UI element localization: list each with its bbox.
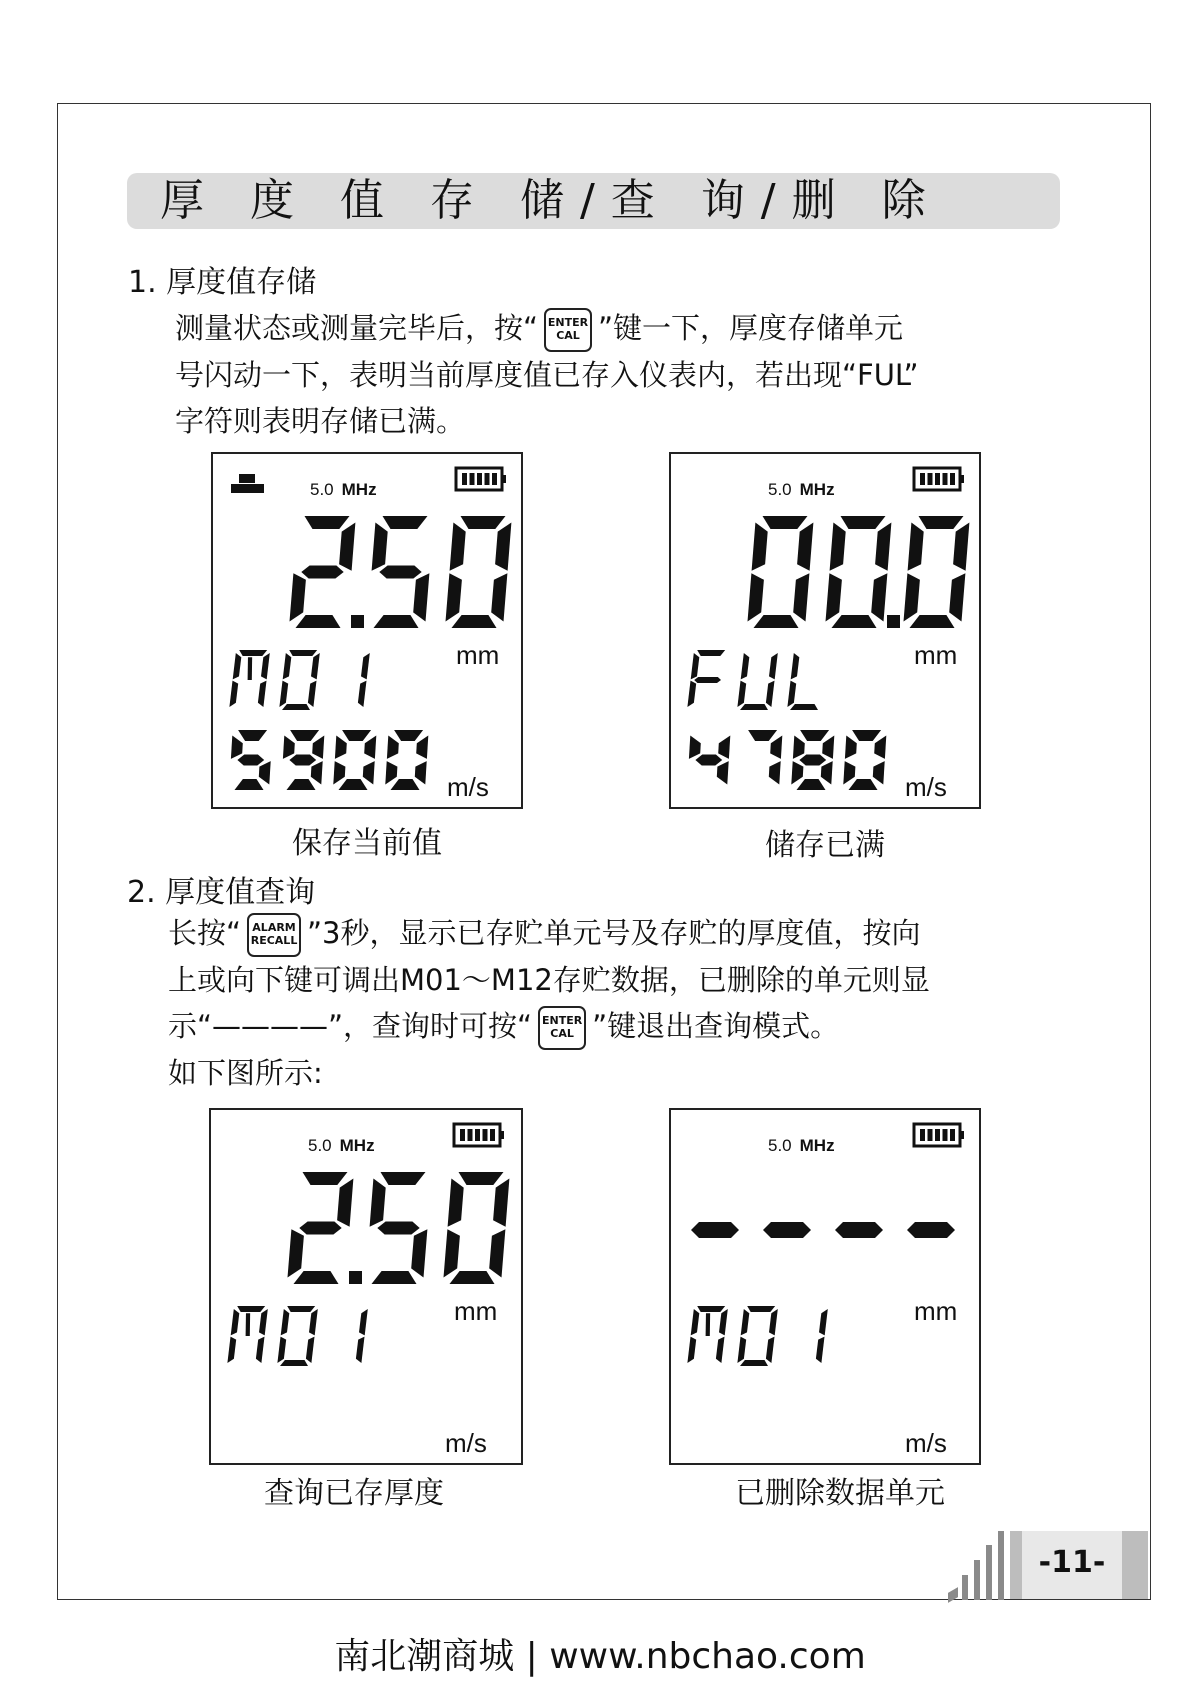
lcd-velocity bbox=[689, 730, 886, 790]
lcd-segment bbox=[296, 615, 341, 628]
lcd-segment bbox=[259, 1309, 268, 1335]
lcd-segment bbox=[359, 1309, 368, 1335]
lcd-main-reading bbox=[290, 516, 512, 628]
lcd-segment bbox=[372, 523, 388, 571]
lcd-segment bbox=[830, 523, 846, 571]
lcd-main-reading bbox=[691, 1222, 955, 1238]
lcd-segment bbox=[450, 523, 466, 571]
page-title: 厚 度 值 存 储/查 询/删 除 bbox=[160, 175, 942, 226]
lcd-segment bbox=[769, 653, 778, 679]
lcd-segment bbox=[381, 1172, 426, 1185]
s2-line4: 如下图所示: bbox=[168, 1056, 323, 1090]
unit-ms: m/s bbox=[447, 772, 489, 802]
s1-line1-a: 测量状态或测量完毕后，按“ bbox=[175, 311, 539, 345]
lcd-segment bbox=[691, 653, 700, 679]
lcd-segment bbox=[873, 761, 885, 784]
lcd-decimal-point bbox=[887, 615, 900, 628]
enter-cal-key-icon: ENTER CAL bbox=[538, 1006, 586, 1050]
lcd-segment bbox=[290, 573, 306, 621]
lcd-segment bbox=[821, 761, 833, 784]
lcd-segment bbox=[372, 1271, 417, 1284]
lcd-segment bbox=[444, 1229, 460, 1277]
lcd-segment bbox=[231, 1309, 240, 1335]
lcd-segment bbox=[411, 1229, 427, 1277]
lcd-segment bbox=[787, 681, 796, 707]
lcd-segment bbox=[450, 1271, 495, 1284]
lcd-segment bbox=[791, 761, 803, 784]
lcd-segment bbox=[289, 755, 316, 766]
lcd-segment bbox=[337, 1179, 353, 1227]
lcd-segment bbox=[311, 761, 323, 784]
lcd-cell-label bbox=[687, 1306, 827, 1366]
lcd-segment bbox=[691, 1309, 700, 1335]
lcd-segment bbox=[283, 653, 292, 679]
lcd-segment bbox=[819, 1309, 828, 1335]
unit-ms: m/s bbox=[905, 1428, 947, 1458]
lcd-segment bbox=[294, 1271, 339, 1284]
lcd-segment bbox=[383, 516, 428, 529]
lcd-segment bbox=[379, 566, 421, 579]
lcd-segment bbox=[311, 653, 320, 679]
s2-line3-a: 示“————”，查询时可按“ bbox=[168, 1009, 533, 1043]
lcd-segment bbox=[793, 573, 809, 621]
lcd-segment bbox=[740, 1360, 768, 1366]
lcd-segment bbox=[387, 736, 399, 759]
lcd-segment bbox=[719, 1309, 728, 1335]
s1-line2: 号闪动一下，表明当前厚度值已存入仪表内，若出现“FUL” bbox=[175, 358, 919, 392]
frequency-readout: 5.0 MHz bbox=[768, 1136, 835, 1155]
lcd-decimal-point bbox=[349, 1271, 362, 1284]
lcd-segment bbox=[281, 1309, 290, 1335]
lcd-segment bbox=[826, 573, 842, 621]
section-1-heading: 1. 厚度值存储 bbox=[128, 265, 317, 300]
lcd-segment bbox=[841, 516, 886, 529]
s1-line1-b: ”键一下，厚度存储单元 bbox=[598, 311, 904, 345]
unit-mm: mm bbox=[914, 1296, 958, 1326]
lcd-segment bbox=[919, 516, 964, 529]
lcd-segment bbox=[769, 1309, 778, 1335]
lcd-segment bbox=[394, 730, 423, 741]
lcd-segment bbox=[687, 681, 696, 707]
lcd-segment bbox=[791, 653, 800, 679]
section-2-text bbox=[168, 910, 1088, 1096]
footer-watermark: 南北潮商城 | www.nbchao.com bbox=[334, 1636, 866, 1677]
section-2-heading: 2. 厚度值查询 bbox=[127, 875, 316, 910]
caption-full: 储存已满 bbox=[765, 828, 885, 863]
lcd-segment bbox=[871, 573, 887, 621]
lcd-segment bbox=[277, 1337, 286, 1363]
lcd-dash-segment bbox=[907, 1222, 955, 1238]
lcd-segment bbox=[904, 573, 920, 621]
lcd-display-save bbox=[211, 452, 523, 809]
alarm-recall-key-icon: ALARM RECALL bbox=[247, 913, 301, 957]
battery-icon bbox=[914, 468, 964, 490]
lcd-segment bbox=[491, 573, 507, 621]
lcd-segment bbox=[374, 615, 419, 628]
lcd-segment bbox=[303, 1172, 348, 1185]
unit-ms: m/s bbox=[905, 772, 947, 802]
unit-mm: mm bbox=[454, 1296, 498, 1326]
lcd-segment bbox=[370, 1179, 386, 1227]
lcd-segment bbox=[358, 681, 367, 707]
s2-line2: 上或向下键可调出M01～M12存贮数据，已删除的单元则显 bbox=[168, 963, 930, 997]
lcd-segment bbox=[377, 1222, 419, 1235]
lcd-segment bbox=[416, 736, 428, 759]
lcd-segment bbox=[747, 1306, 775, 1312]
lcd-segment bbox=[717, 761, 729, 784]
lcd-segment bbox=[233, 653, 242, 679]
lcd-segment bbox=[301, 566, 343, 579]
lcd-segment bbox=[309, 1309, 318, 1335]
lcd-segment bbox=[356, 1337, 365, 1363]
lcd-segment bbox=[689, 736, 701, 759]
lcd-segment bbox=[248, 657, 253, 680]
lcd-segment bbox=[737, 1337, 746, 1363]
lcd-segment bbox=[237, 1306, 265, 1312]
lcd-cell-label bbox=[229, 650, 369, 710]
section-1-text bbox=[175, 305, 1095, 444]
lcd-segment bbox=[852, 730, 881, 741]
lcd-segment bbox=[822, 736, 834, 759]
lcd-decimal-point bbox=[351, 615, 364, 628]
lcd-segment bbox=[239, 650, 267, 656]
lcd-segment bbox=[305, 516, 350, 529]
probe-coupling-icon bbox=[231, 474, 264, 493]
frequency-readout: 5.0 MHz bbox=[768, 480, 835, 499]
lcd-segment bbox=[308, 681, 317, 707]
lcd-segment bbox=[256, 1337, 265, 1363]
lcd-segment bbox=[799, 755, 826, 766]
lcd-segment bbox=[687, 1337, 696, 1363]
lcd-segment bbox=[227, 1337, 236, 1363]
lcd-segment bbox=[953, 523, 969, 571]
lcd-segment bbox=[261, 653, 270, 679]
lcd-segment bbox=[333, 761, 345, 784]
lcd-segment bbox=[237, 755, 264, 766]
frequency-readout: 5.0 MHz bbox=[308, 1136, 375, 1155]
lcd-segment bbox=[289, 650, 317, 656]
lcd-segment bbox=[335, 736, 347, 759]
lcd-segment bbox=[797, 523, 813, 571]
lcd-segment bbox=[385, 761, 397, 784]
lcd-segment bbox=[695, 755, 722, 766]
lcd-segment bbox=[748, 730, 777, 741]
lcd-segment bbox=[816, 1337, 825, 1363]
lcd-segment bbox=[741, 653, 750, 679]
lcd-dash-segment bbox=[835, 1222, 883, 1238]
lcd-segment bbox=[489, 1229, 505, 1277]
lcd-segment bbox=[741, 1309, 750, 1335]
page-number: -11- bbox=[1038, 1545, 1106, 1580]
s2-line1-a: 长按“ bbox=[168, 916, 242, 950]
lcd-segment bbox=[908, 523, 924, 571]
lcd-segment bbox=[694, 677, 721, 683]
s1-line3: 字符则表明存储已满。 bbox=[175, 404, 466, 438]
frequency-readout: 5.0 MHz bbox=[310, 480, 377, 499]
lcd-segment bbox=[843, 761, 855, 784]
lcd-segment bbox=[716, 1337, 725, 1363]
lcd-segment bbox=[493, 1179, 509, 1227]
lcd-segment bbox=[790, 704, 818, 710]
lcd-segment bbox=[364, 736, 376, 759]
lcd-segment bbox=[259, 761, 271, 784]
lcd-svg bbox=[671, 454, 983, 811]
lcd-segment bbox=[718, 736, 730, 759]
lcd-segment bbox=[461, 516, 506, 529]
lcd-segment bbox=[229, 681, 238, 707]
caption-query: 查询已存厚度 bbox=[264, 1476, 444, 1511]
caption-save: 保存当前值 bbox=[292, 826, 442, 861]
lcd-segment bbox=[283, 736, 295, 759]
s2-line1-b: ”3秒，显示已存贮单元号及存贮的厚度值，按向 bbox=[307, 916, 921, 950]
lcd-segment bbox=[391, 779, 420, 790]
unit-mm: mm bbox=[914, 640, 958, 670]
lcd-segment bbox=[754, 615, 799, 628]
lcd-segment bbox=[910, 615, 955, 628]
lcd-segment bbox=[697, 1306, 725, 1312]
lcd-segment bbox=[339, 779, 368, 790]
lcd-segment bbox=[280, 1360, 308, 1366]
lcd-segment bbox=[246, 1313, 251, 1336]
lcd-segment bbox=[235, 779, 264, 790]
lcd-segment bbox=[740, 704, 768, 710]
lcd-segment bbox=[287, 779, 316, 790]
battery-icon bbox=[454, 1124, 504, 1146]
lcd-segment bbox=[697, 650, 725, 656]
unit-mm: mm bbox=[456, 640, 500, 670]
lcd-segment bbox=[342, 730, 371, 741]
lcd-segment bbox=[288, 1229, 304, 1277]
lcd-segment bbox=[874, 736, 886, 759]
lcd-segment bbox=[452, 615, 497, 628]
lcd-velocity bbox=[231, 730, 428, 790]
lcd-segment bbox=[770, 736, 782, 759]
s2-line3-b: ”键退出查询模式。 bbox=[592, 1009, 840, 1043]
lcd-segment bbox=[413, 573, 429, 621]
lcd-segment bbox=[766, 681, 775, 707]
lcd-segment bbox=[459, 1172, 504, 1185]
lcd-segment bbox=[845, 736, 857, 759]
lcd-segment bbox=[797, 779, 826, 790]
lcd-display-deleted bbox=[669, 1108, 981, 1465]
lcd-segment bbox=[306, 1337, 315, 1363]
lcd-segment bbox=[231, 736, 243, 759]
lcd-display-full bbox=[669, 452, 981, 809]
caption-deleted: 已删除数据单元 bbox=[735, 1476, 945, 1511]
lcd-svg bbox=[211, 1110, 525, 1467]
lcd-main-reading bbox=[748, 516, 970, 628]
lcd-segment bbox=[415, 761, 427, 784]
lcd-segment bbox=[282, 704, 310, 710]
lcd-main-reading bbox=[288, 1172, 510, 1284]
lcd-segment bbox=[339, 523, 355, 571]
lcd-segment bbox=[446, 573, 462, 621]
lcd-segment bbox=[495, 523, 511, 571]
lcd-segment bbox=[299, 1222, 341, 1235]
lcd-segment bbox=[748, 573, 764, 621]
lcd-segment bbox=[279, 681, 288, 707]
lcd-segment bbox=[363, 761, 375, 784]
lcd-segment bbox=[290, 730, 319, 741]
lcd-segment bbox=[448, 1179, 464, 1227]
lcd-segment bbox=[361, 653, 370, 679]
lcd-segment bbox=[752, 523, 768, 571]
lcd-segment bbox=[875, 523, 891, 571]
enter-cal-key-icon: ENTER CAL bbox=[544, 308, 592, 352]
lcd-cell-label bbox=[687, 650, 818, 710]
lcd-svg bbox=[213, 454, 525, 811]
lcd-segment bbox=[737, 681, 746, 707]
lcd-segment bbox=[258, 681, 267, 707]
lcd-segment bbox=[287, 1306, 315, 1312]
lcd-display-query bbox=[209, 1108, 523, 1465]
lcd-segment bbox=[849, 779, 878, 790]
lcd-segment bbox=[706, 1313, 711, 1336]
lcd-segment bbox=[769, 761, 781, 784]
lcd-segment bbox=[800, 730, 829, 741]
lcd-cell-label bbox=[227, 1306, 367, 1366]
lcd-segment bbox=[238, 730, 267, 741]
lcd-dash-segment bbox=[691, 1222, 739, 1238]
lcd-segment bbox=[832, 615, 877, 628]
unit-ms: m/s bbox=[445, 1428, 487, 1458]
lcd-segment bbox=[766, 1337, 775, 1363]
battery-icon bbox=[456, 468, 506, 490]
lcd-dash-segment bbox=[763, 1222, 811, 1238]
lcd-svg bbox=[671, 1110, 983, 1467]
lcd-segment bbox=[763, 516, 808, 529]
lcd-segment bbox=[312, 736, 324, 759]
lcd-segment bbox=[793, 736, 805, 759]
battery-icon bbox=[914, 1124, 964, 1146]
lcd-segment bbox=[949, 573, 965, 621]
